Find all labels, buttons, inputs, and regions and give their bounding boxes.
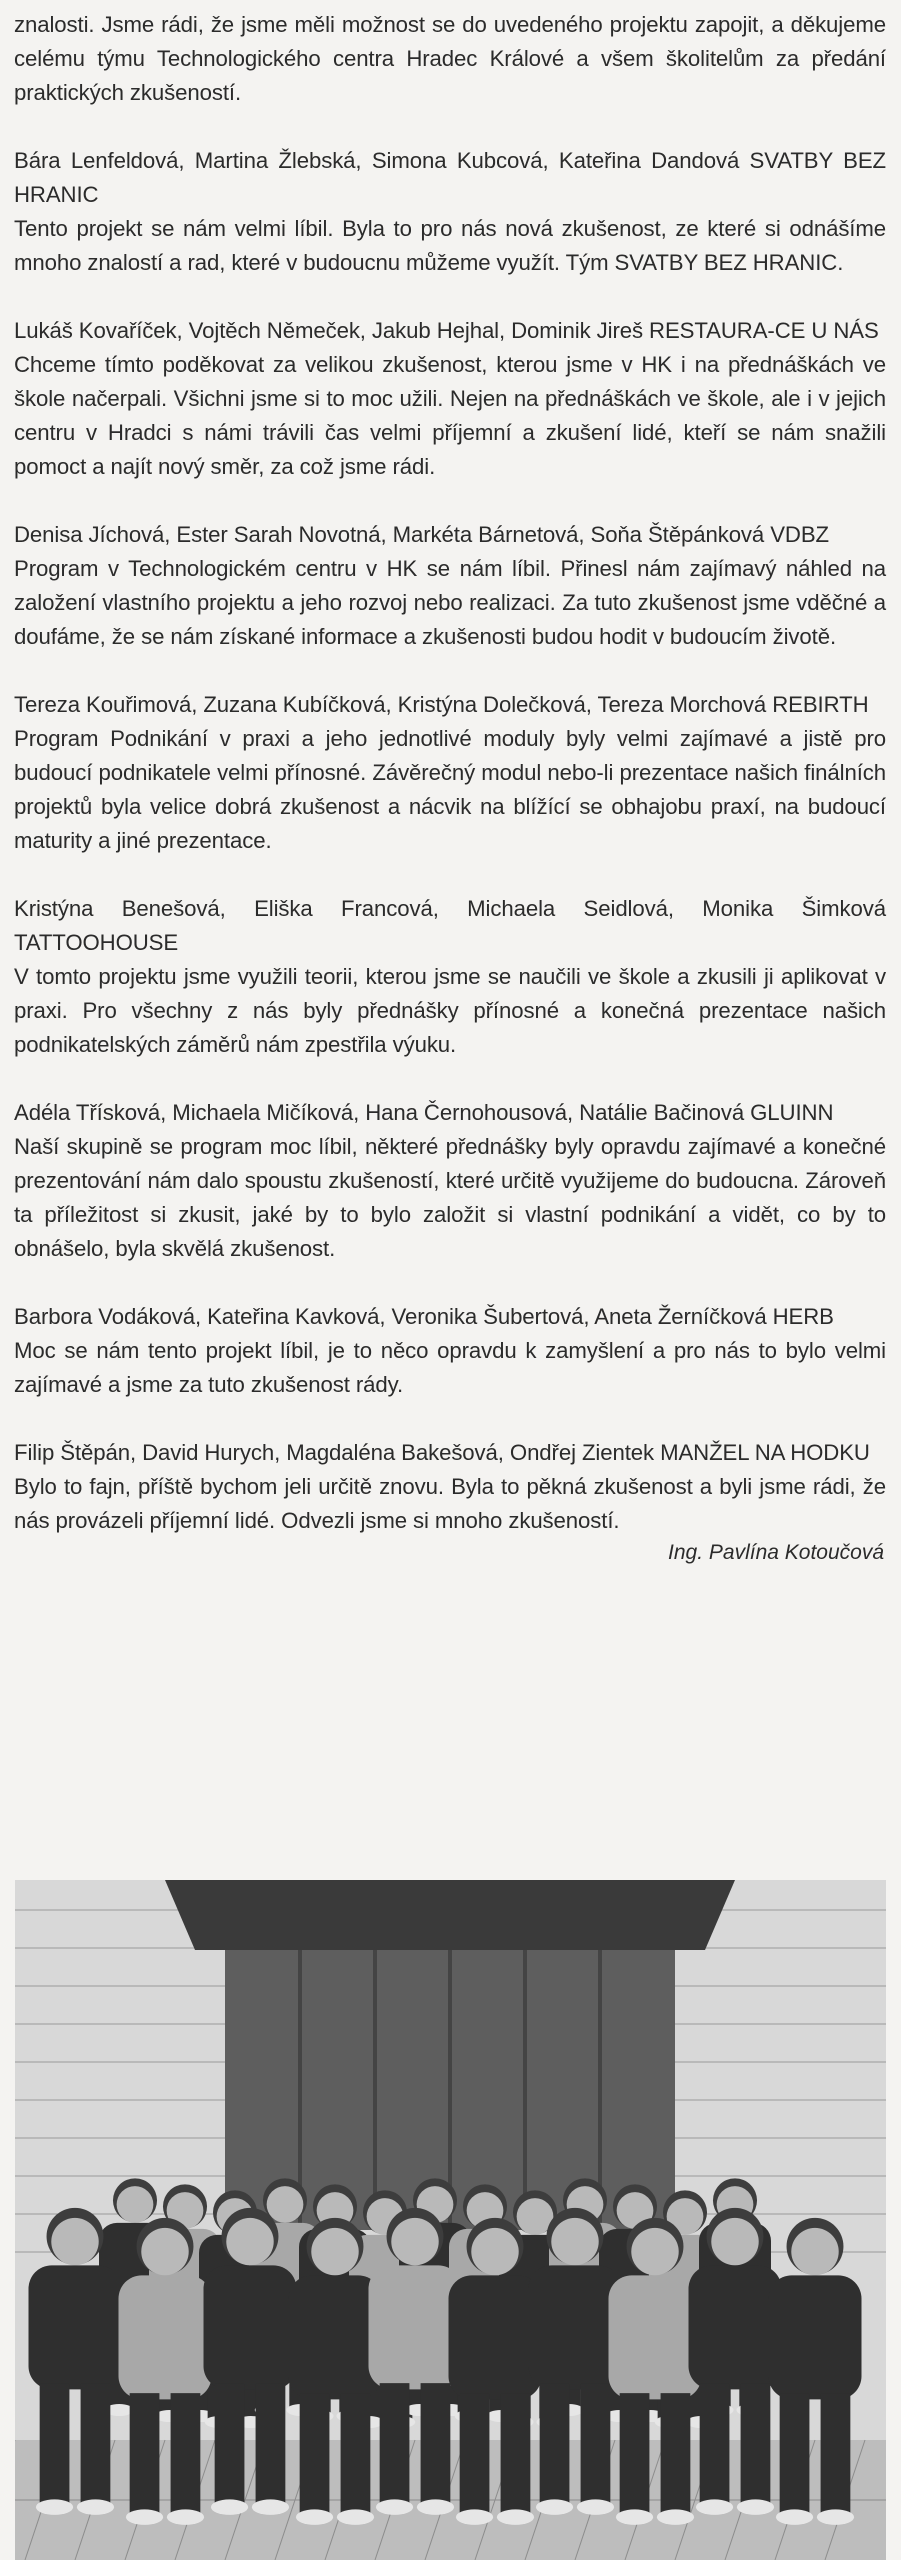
person-shoe bbox=[77, 2499, 114, 2515]
person-shoe bbox=[211, 2499, 248, 2515]
person-face bbox=[226, 2218, 273, 2265]
person-shoe bbox=[616, 2509, 653, 2525]
person-face bbox=[631, 2228, 678, 2275]
person-torso bbox=[119, 2275, 212, 2399]
person-shoe bbox=[776, 2509, 813, 2525]
person-leg bbox=[40, 2383, 70, 2507]
person-torso bbox=[769, 2275, 862, 2399]
team-feedback: Program v Technologickém centru v HK se nám líbil. Přinesl nám zajímavý náhled na založení vlastního projektu a jeho rozvoj nebo realizaci. Za tuto zkušenost jsme vděčné a doufáme, že se nám získané informace a zkušenosti budou hodit v budoucím životě. bbox=[14, 556, 886, 649]
team-feedback: Tento projekt se nám velmi líbil. Byla to pro nás nová zkušenost, ze které si odnášíme mnoho znalostí a rad, které v budoucnu můžeme využít. Tým SVATBY BEZ HRANIC. bbox=[14, 216, 886, 275]
person-torso bbox=[29, 2265, 122, 2389]
person-torso bbox=[449, 2275, 542, 2399]
person-face bbox=[711, 2218, 758, 2265]
team-entry-gluinn bbox=[14, 1096, 886, 1266]
team-entry-restaurace-u-nas bbox=[14, 314, 886, 484]
person-leg bbox=[81, 2383, 111, 2507]
person-shoe bbox=[737, 2499, 774, 2515]
group-photo bbox=[15, 1880, 886, 2560]
person-leg bbox=[380, 2383, 410, 2507]
person-leg bbox=[300, 2393, 330, 2517]
team-entry-vdbz bbox=[14, 518, 886, 654]
team-feedback: V tomto projektu jsme využili teorii, kterou jsme se naučili ve škole a zkusili ji aplikovat v praxi. Pro všechny z nás byly přednášky přínosné a konečná prezentace našich podnikatelských záměrů nám zpestřila výuku. bbox=[14, 964, 886, 1057]
person-leg bbox=[540, 2383, 570, 2507]
person-shoe bbox=[696, 2499, 733, 2515]
team-feedback: Program Podnikání v praxi a jeho jednotlivé moduly byly velmi zajímavé a jistě pro budoucí podnikatele velmi přínosné. Závěrečný modul nebo-li prezentace našich finálních projektů byla velice dobrá zkušenost a nácvik na blížící se obhajobu praxí, na budoucí maturity a jiné prezentace. bbox=[14, 726, 886, 853]
person-shoe bbox=[657, 2509, 694, 2525]
team-entry-manzel-na-hodku bbox=[14, 1436, 886, 1538]
person-face bbox=[551, 2218, 598, 2265]
team-members: Barbora Vodáková, Kateřina Kavková, Veronika Šubertová, Aneta Žerníčková HERB bbox=[14, 1304, 834, 1329]
person-leg bbox=[581, 2383, 611, 2507]
team-members: Lukáš Kovaříček, Vojtěch Němeček, Jakub Hejhal, Dominik Jireš RESTAURA-CE U NÁS bbox=[14, 318, 879, 343]
person-face bbox=[311, 2228, 358, 2275]
entrance-canopy bbox=[165, 1880, 735, 1950]
team-feedback: Chceme tímto poděkovat za velikou zkušenost, kterou jsme v HK i na přednáškách ve škole načerpali. Všichni jsme si to moc užili. Nejen na přednáškách ve škole, ale i v jejich centru v Hradci s námi trávili čas velmi příjemní a zkušení lidé, kteří se nám snažili pomoct a najít nový směr, za což jsme rádi. bbox=[14, 352, 886, 479]
person-face bbox=[471, 2228, 518, 2275]
person-leg bbox=[421, 2383, 451, 2507]
person-face bbox=[51, 2218, 98, 2265]
person-shoe bbox=[497, 2509, 534, 2525]
person-leg bbox=[620, 2393, 650, 2517]
team-members: Adéla Třísková, Michaela Mičíková, Hana Černohousová, Natálie Bačinová GLUINN bbox=[14, 1100, 834, 1125]
intro-paragraph: znalosti. Jsme rádi, že jsme měli možnost se do uvedeného projektu zapojit, a děkujeme celému týmu Technologického centra Hradec Králové a všem školitelům za předání praktických zkušeností. bbox=[14, 12, 886, 105]
person-leg bbox=[700, 2383, 730, 2507]
person-leg bbox=[171, 2393, 201, 2517]
team-members: Denisa Jíchová, Ester Sarah Novotná, Markéta Bárnetová, Soňa Štěpánková VDBZ bbox=[14, 522, 830, 547]
team-feedback: Moc se nám tento projekt líbil, je to něco opravdu k zamyšlení a pro nás to bylo velmi zajímavé a jsme za tuto zkušenost rády. bbox=[14, 1338, 886, 1397]
person-face bbox=[141, 2228, 188, 2275]
author-signature: Ing. Pavlína Kotoučová bbox=[668, 1541, 884, 1564]
team-feedback: Bylo to fajn, příště bychom jeli určitě znovu. Byla to pěkná zkušenost a byli jsme rádi, že nás provázeli příjemní lidé. Odvezli jsme si mnoho zkušeností. bbox=[14, 1474, 886, 1533]
person-leg bbox=[256, 2383, 286, 2507]
person-shoe bbox=[296, 2509, 333, 2525]
team-members: Kristýna Benešová, Eliška Francová, Michaela Seidlová, Monika Šimková TATTOOHOUSE bbox=[14, 896, 886, 955]
person-leg bbox=[460, 2393, 490, 2517]
person-shoe bbox=[577, 2499, 614, 2515]
person-torso bbox=[289, 2275, 382, 2399]
person-leg bbox=[821, 2393, 851, 2517]
team-members: Bára Lenfeldová, Martina Žlebská, Simona Kubcová, Kateřina Dandová SVATBY BEZ HRANIC bbox=[14, 148, 886, 207]
team-entry-herb bbox=[14, 1300, 886, 1402]
person-face bbox=[267, 2186, 304, 2223]
person-leg bbox=[661, 2393, 691, 2517]
person-torso bbox=[369, 2265, 462, 2389]
person-face bbox=[391, 2218, 438, 2265]
person-shoe bbox=[126, 2509, 163, 2525]
team-entry-svatby-bez-hranic bbox=[14, 144, 886, 280]
person-leg bbox=[741, 2383, 771, 2507]
person-shoe bbox=[417, 2499, 454, 2515]
person-torso bbox=[689, 2265, 782, 2389]
person-shoe bbox=[167, 2509, 204, 2525]
person-torso bbox=[529, 2265, 622, 2389]
team-entry-tattoohouse bbox=[14, 892, 886, 1062]
team-feedback: Naší skupině se program moc líbil, některé přednášky byly opravdu zajímavé a konečné prezentování nám dalo spoustu zkušeností, které určitě využijeme do budoucna. Zároveň ta příležitost si zkusit, jaké by to bylo založit si vlastní podnikání a vidět, co by to obnášelo, byla skvělá zkušenost. bbox=[14, 1134, 886, 1261]
person-torso bbox=[204, 2265, 297, 2389]
person-shoe bbox=[456, 2509, 493, 2525]
group-photo-illustration bbox=[15, 1880, 886, 2560]
person-shoe bbox=[817, 2509, 854, 2525]
person-shoe bbox=[252, 2499, 289, 2515]
person-face bbox=[791, 2228, 838, 2275]
team-members: Filip Štěpán, David Hurych, Magdaléna Bakešová, Ondřej Zientek MANŽEL NA HODKU bbox=[14, 1440, 870, 1465]
person-leg bbox=[501, 2393, 531, 2517]
person-torso bbox=[609, 2275, 702, 2399]
team-members: Tereza Kouřimová, Zuzana Kubíčková, Kristýna Dolečková, Tereza Morchová REBIRTH bbox=[14, 692, 869, 717]
person-leg bbox=[780, 2393, 810, 2517]
person-leg bbox=[341, 2393, 371, 2517]
person-shoe bbox=[36, 2499, 73, 2515]
person-shoe bbox=[536, 2499, 573, 2515]
person-shoe bbox=[376, 2499, 413, 2515]
team-entry-rebirth bbox=[14, 688, 886, 858]
person-leg bbox=[130, 2393, 160, 2517]
person-face bbox=[117, 2186, 154, 2223]
person-leg bbox=[215, 2383, 245, 2507]
person-shoe bbox=[337, 2509, 374, 2525]
